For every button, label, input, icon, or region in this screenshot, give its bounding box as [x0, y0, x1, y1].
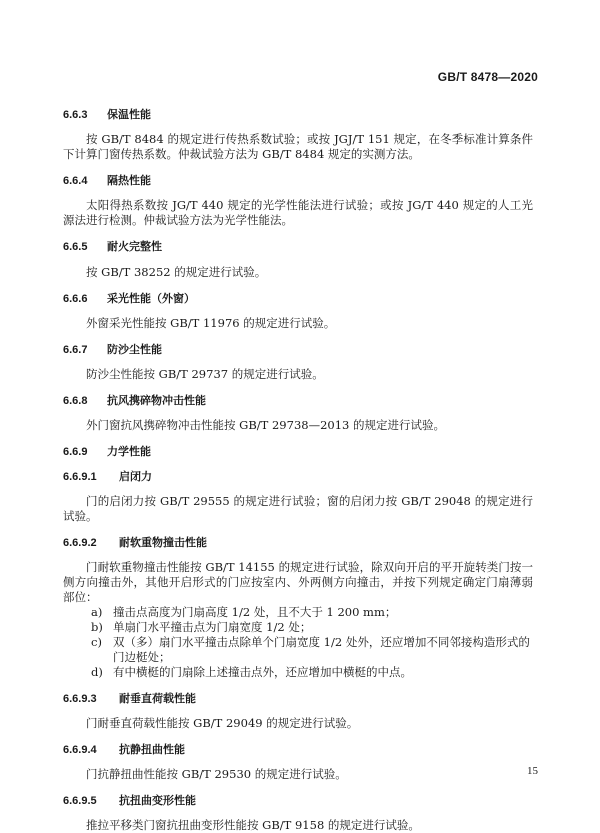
- section-title: 耐垂直荷载性能: [119, 691, 196, 705]
- section-number: 6.6.9.2: [63, 536, 97, 549]
- section-number: 6.6.4: [63, 175, 88, 188]
- list-item: [91, 620, 533, 635]
- page-number: 15: [527, 764, 538, 777]
- list-item: [91, 635, 533, 665]
- list-marker: d): [91, 664, 103, 679]
- subsection-heading: [63, 794, 533, 808]
- paragraph: 门耐软重物撞击性能按 GB/T 14155 的规定进行试验，除双向开启的平开旋转类门按一侧方向撞击外，其他开启形式的门应按室内、外两侧方向撞击，并按下列规定确定门扇薄弱部位：: [63, 560, 533, 604]
- section-number: 6.6.7: [63, 343, 88, 356]
- section-heading: [63, 240, 533, 254]
- subsection-heading: [63, 536, 533, 550]
- section-title: 耐软重物撞击性能: [119, 535, 207, 549]
- list-item: [91, 665, 533, 680]
- paragraph: 太阳得热系数按 JG/T 440 规定的光学性能法进行试验；或按 JG/T 440 规定的人工光源法进行检测。仲裁试验方法为光学性能法。: [63, 198, 533, 228]
- subsection-heading: [63, 470, 533, 484]
- section-number: 6.6.6: [63, 292, 88, 305]
- requirement-list: [63, 605, 533, 680]
- section-title: 耐火完整性: [107, 240, 162, 254]
- document-body: [63, 94, 533, 833]
- list-marker: b): [91, 619, 103, 634]
- list-text: 有中横梃的门扇除上述撞击点外，还应增加中横梃的中点。: [113, 664, 412, 679]
- section-heading: [63, 292, 533, 306]
- paragraph: 防沙尘性能按 GB/T 29737 的规定进行试验。: [86, 367, 324, 382]
- list-marker: c): [91, 634, 102, 649]
- section-title: 抗扭曲变形性能: [119, 794, 196, 808]
- standard-header: GB/T 8478—2020: [437, 70, 538, 84]
- section-title: 抗风携碎物冲击性能: [107, 394, 206, 408]
- section-title: 隔热性能: [107, 174, 151, 188]
- section-title: 力学性能: [107, 445, 151, 459]
- list-item: [91, 605, 533, 620]
- section-heading: [63, 445, 533, 459]
- section-number: 6.6.9.4: [63, 743, 97, 756]
- paragraph: 按 GB/T 8484 的规定进行传热系数试验；或按 JGJ/T 151 规定，在冬季标准计算条件下计算门窗传热系数。仲裁试验方法为 GB/T 8484 规定的实测方法。: [63, 132, 533, 162]
- paragraph: 按 GB/T 38252 的规定进行试验。: [86, 264, 267, 279]
- section-number: 6.6.9.1: [63, 470, 97, 483]
- section-heading: [63, 108, 533, 122]
- list-text: 撞击点高度为门扇高度 1/2 处，且不大于 1 200 mm；: [113, 604, 397, 619]
- section-heading: [63, 343, 533, 357]
- paragraph: 门耐垂直荷载性能按 GB/T 29049 的规定进行试验。: [86, 715, 359, 730]
- list-text: 双（多）扇门水平撞击点除单个门扇宽度 1/2 处外，还应增加不同邻接构造形式的门边梃处；: [113, 634, 530, 664]
- section-number: 6.6.9.5: [63, 795, 97, 808]
- list-marker: a): [91, 604, 103, 619]
- section-number: 6.6.3: [63, 109, 88, 121]
- section-number: 6.6.9.3: [63, 692, 97, 705]
- subsection-heading: [63, 692, 533, 706]
- section-title: 启闭力: [119, 469, 152, 483]
- section-number: 6.6.8: [63, 395, 88, 408]
- section-title: 抗静扭曲性能: [119, 742, 185, 756]
- section-number: 6.6.9: [63, 446, 88, 459]
- paragraph: 外门窗抗风携碎物冲击性能按 GB/T 29738—2013 的规定进行试验。: [86, 418, 445, 433]
- section-title: 保温性能: [107, 108, 151, 121]
- paragraph: 推拉平移类门窗抗扭曲变形性能按 GB/T 9158 的规定进行试验。: [86, 818, 420, 833]
- section-title: 防沙尘性能: [107, 342, 162, 356]
- section-number: 6.6.5: [63, 241, 88, 254]
- section-heading: [63, 174, 533, 188]
- paragraph: 门的启闭力按 GB/T 29555 的规定进行试验；窗的启闭力按 GB/T 29048 的规定进行试验。: [63, 493, 533, 523]
- list-text: 单扇门水平撞击点为门扇宽度 1/2 处；: [113, 619, 312, 634]
- section-heading: [63, 394, 533, 408]
- paragraph: 外窗采光性能按 GB/T 11976 的规定进行试验。: [86, 315, 336, 330]
- subsection-heading: [63, 743, 533, 757]
- section-title: 采光性能（外窗）: [107, 291, 195, 305]
- paragraph: 门抗静扭曲性能按 GB/T 29530 的规定进行试验。: [86, 767, 347, 782]
